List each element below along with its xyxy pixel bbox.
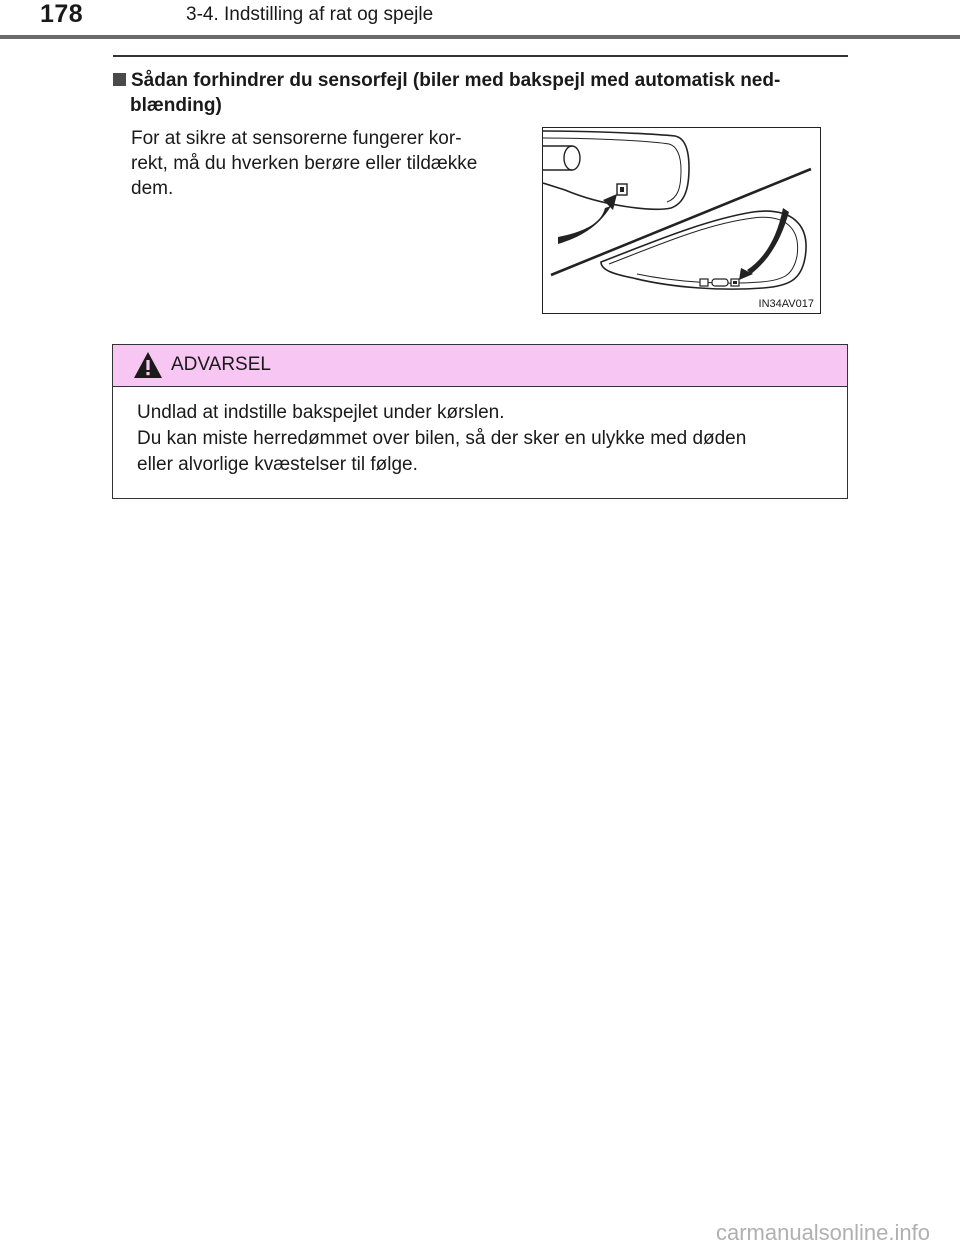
section-divider	[113, 55, 848, 57]
chapter-title: 3-4. Indstilling af rat og spejle	[186, 4, 434, 25]
warning-line: Du kan miste herredømmet over bilen, så der sker en ulykke med døden	[137, 428, 747, 449]
watermark: carmanualsonline.info	[715, 1220, 930, 1245]
heading-line-1: Sådan forhindrer du sensorfejl (biler med bakspejl med automatisk ned-	[131, 70, 781, 91]
warning-line: Undlad at indstille bakspejlet under kørslen.	[137, 402, 505, 423]
rearview-mirror-sensors-illustration	[543, 128, 822, 315]
warning-box	[112, 344, 848, 499]
body-line: rekt, må du hverken berøre eller tildække	[131, 153, 478, 174]
section-heading	[113, 68, 850, 118]
warning-body	[137, 400, 831, 478]
warning-title: ADVARSEL	[171, 354, 271, 375]
figure-code: IN34AV017	[758, 298, 814, 310]
warning-line: eller alvorlige kvæstelser til følge.	[137, 454, 418, 475]
body-line: dem.	[131, 178, 174, 199]
header-divider	[0, 35, 960, 39]
warning-header	[113, 345, 847, 387]
square-bullet-icon	[113, 73, 126, 86]
heading-line-2: blænding)	[130, 95, 222, 116]
page-number: 178	[40, 0, 84, 28]
section-body	[131, 126, 519, 201]
mirror-figure	[542, 127, 821, 314]
body-line: For at sikre at sensorerne fungerer kor-	[131, 128, 462, 149]
warning-triangle-icon	[133, 351, 163, 379]
